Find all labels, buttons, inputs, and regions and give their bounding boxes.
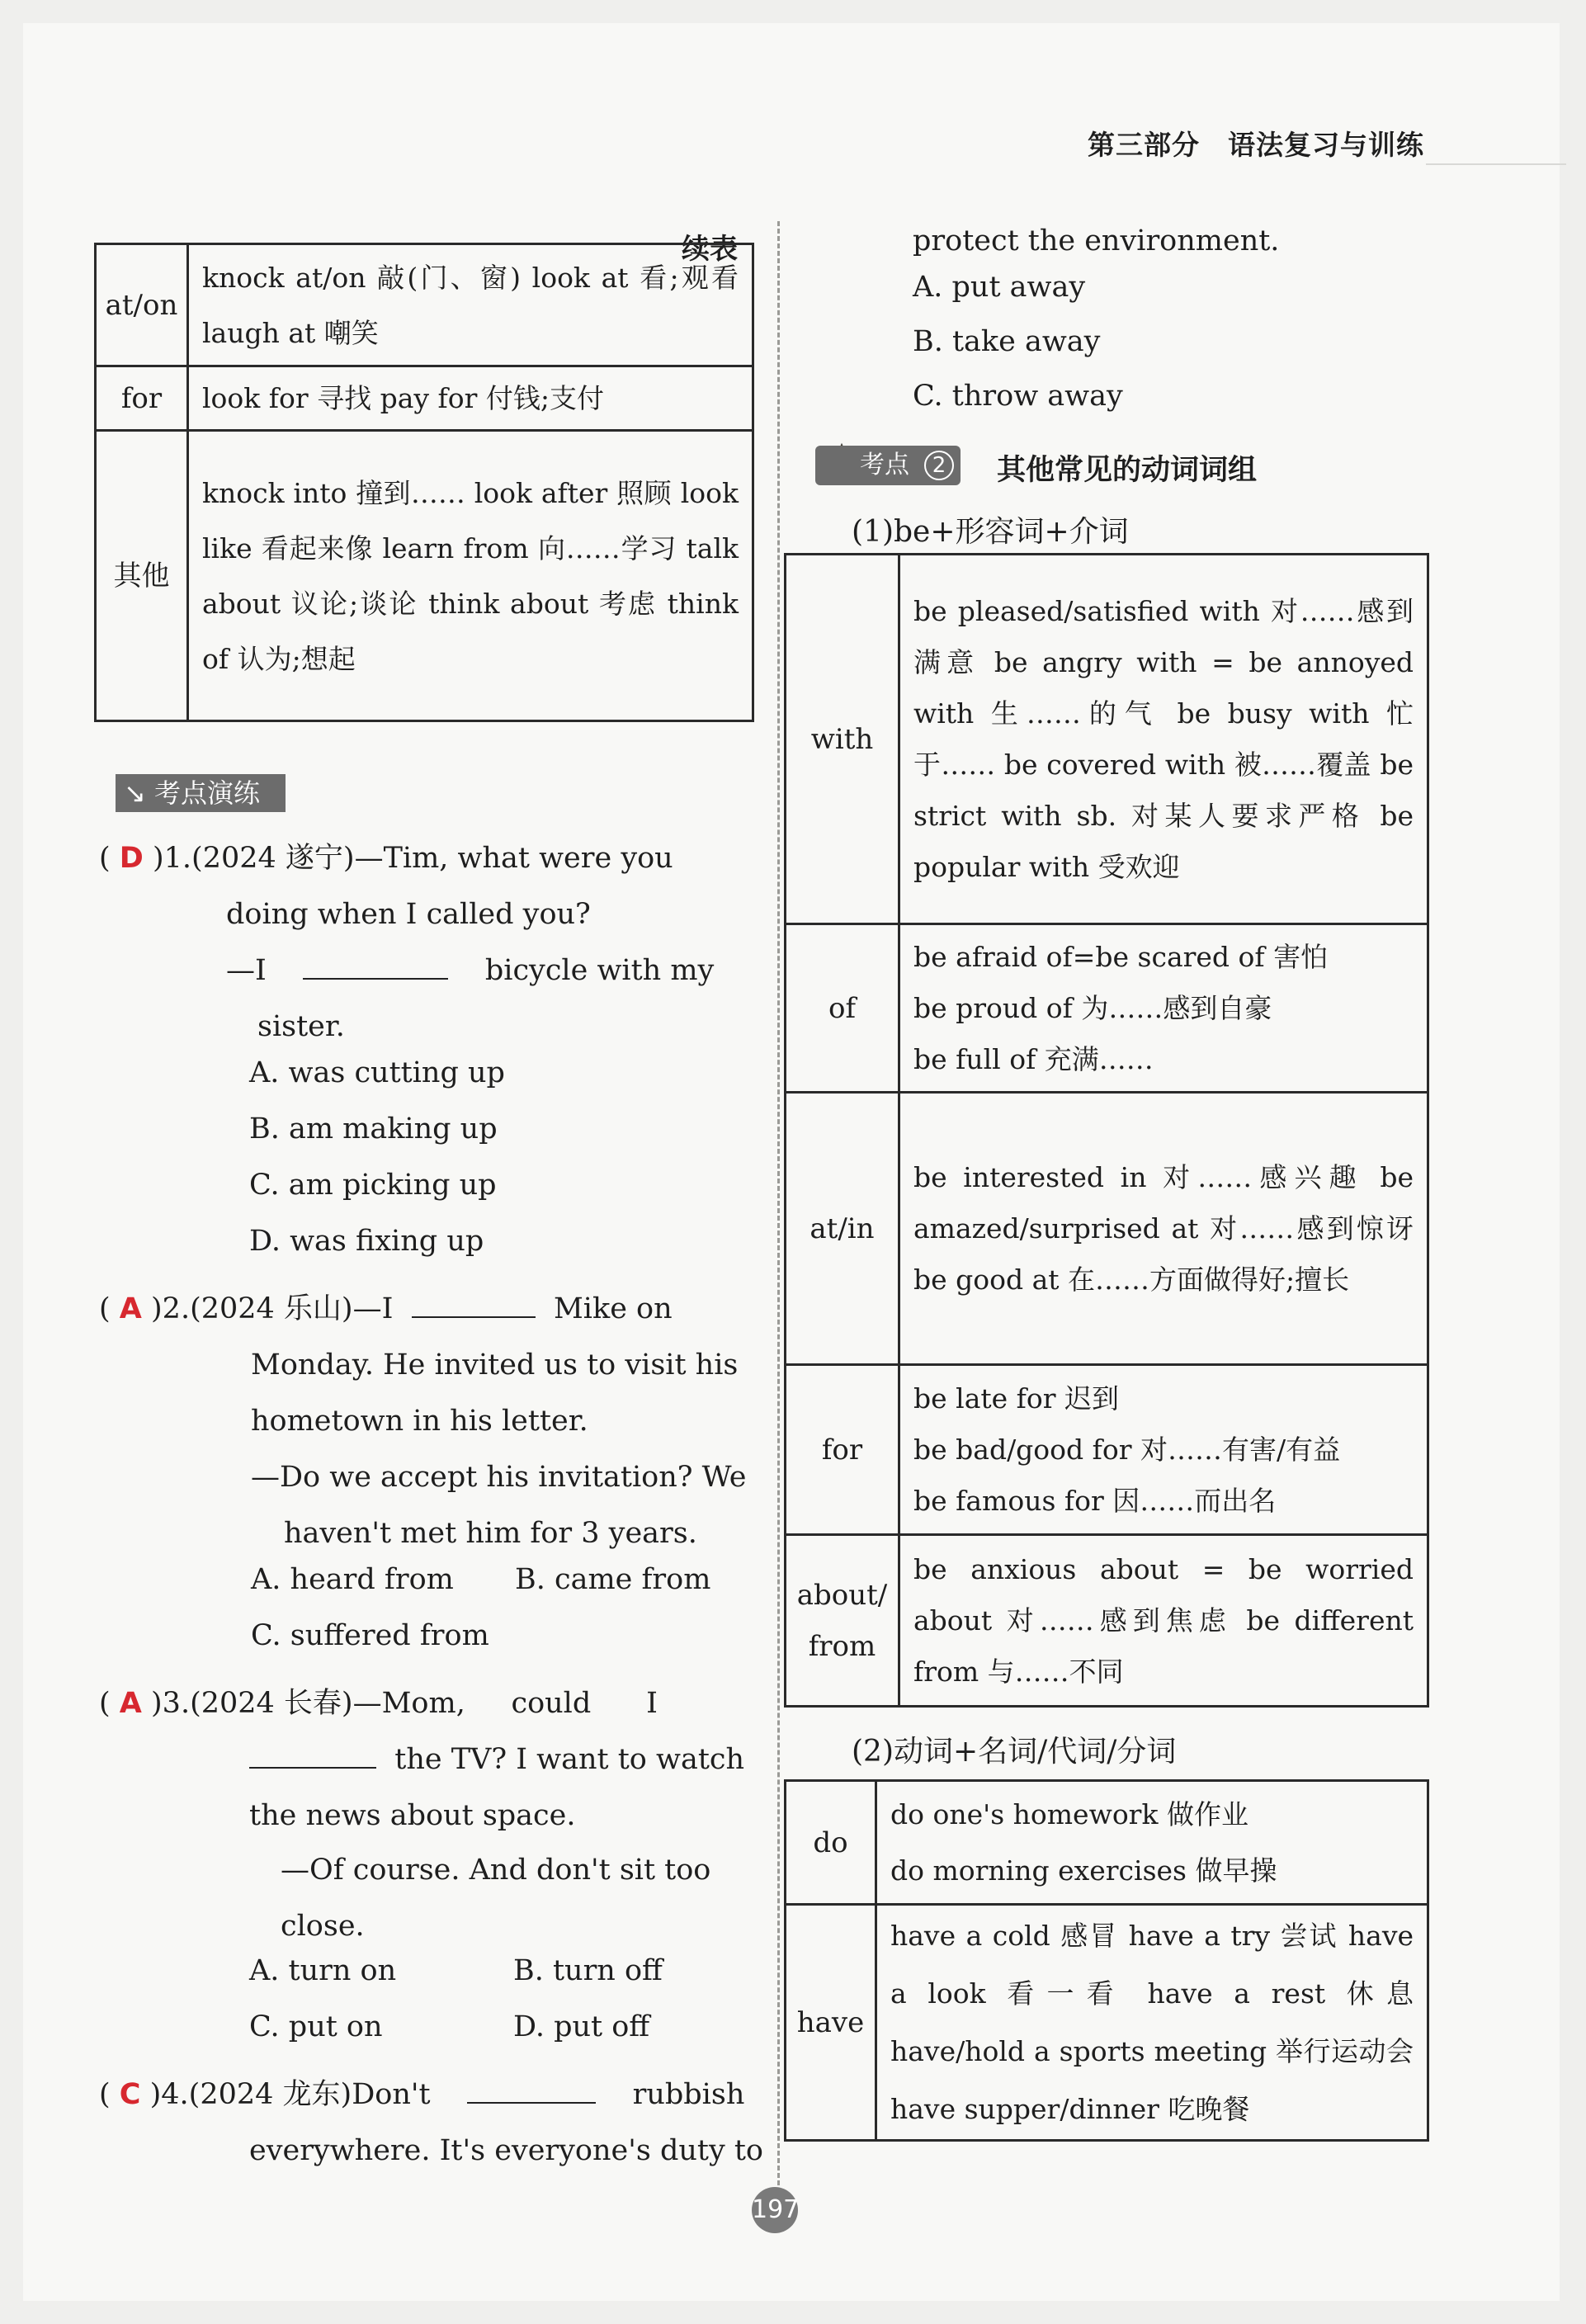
option: A. was cutting up (249, 1056, 505, 1089)
table-row (786, 1781, 1428, 1905)
phrase-line: be proud of 为……感到自豪 (913, 991, 1272, 1024)
option: A. put away (913, 271, 1086, 304)
question-1: ( D )1.(2024 遂宁)—Tim, what were you (99, 842, 673, 875)
question-2: ( A )2.(2024 乐山)—I Mike on (99, 1281, 759, 1337)
question-3: ( A )3.(2024 长春)—Mom, could I (99, 1687, 658, 1720)
be-adj-prep-table (784, 553, 1429, 1708)
phrase-line: be full of 充满…… (913, 1042, 1154, 1075)
question-text: —Of course. And don't sit too (281, 1854, 711, 1887)
option: B. turn off (513, 1954, 663, 1987)
question-text: sister. (257, 1010, 345, 1043)
table-value (876, 1781, 1428, 1905)
option: A. turn on (249, 1954, 397, 1987)
phrase-line: do one's homework 做作业 (890, 1797, 1249, 1830)
table-key: for (96, 366, 188, 431)
table-key: at/in (786, 1093, 899, 1365)
question-text: haven't met him for 3 years. (284, 1517, 697, 1550)
table-key: about/ from (786, 1535, 899, 1707)
table-row (786, 1365, 1428, 1535)
option: B. am making up (249, 1112, 498, 1145)
table-value: be anxious about = be worried about 对……感到焦虑 be different from 与……不同 (899, 1535, 1428, 1707)
answer-blank[interactable] (467, 2071, 596, 2104)
table-key: 其他 (96, 431, 188, 721)
question-text: everywhere. It's everyone's duty to (249, 2134, 763, 2167)
phrase-line: be bad/good for 对……有害/有益 (913, 1433, 1341, 1466)
table-row (786, 924, 1428, 1093)
table-value: look for 寻找 pay for 付钱;支付 (188, 366, 753, 431)
question-text: protect the environment. (913, 224, 1280, 257)
table-key: for (786, 1365, 899, 1535)
table-value (899, 1365, 1428, 1535)
phrase-line: be famous for 因……而出名 (913, 1484, 1277, 1517)
arrow-icon: ↘ (124, 777, 146, 809)
phrase-line: do morning exercises 做早操 (890, 1854, 1277, 1887)
option: D. put off (513, 2010, 650, 2043)
left-phrase-table (94, 243, 754, 722)
table-value: have a cold 感冒 have a try 尝试 have a look 看一看 have a rest 休息 have/hold a sports meeting 举行运动会 have supper/dinner 吃晚餐 (876, 1905, 1428, 2141)
answer-blank[interactable] (412, 1285, 536, 1318)
table-row (96, 431, 753, 721)
question-text: the news about space. (249, 1799, 576, 1832)
section-title: 第三部分 语法复习与训练 (1088, 129, 1424, 161)
phrase-line: be late for 迟到 (913, 1382, 1119, 1415)
table-row (786, 1535, 1428, 1707)
subsection-heading: (1)be+形容词+介词 (852, 515, 1129, 549)
question-4: ( C )4.(2024 龙东)Don't rubbish (99, 2067, 759, 2123)
exercise-section-tag (116, 774, 286, 812)
phrase-line: be afraid of=be scared of 害怕 (913, 940, 1329, 973)
option: D. was fixing up (249, 1225, 484, 1258)
answer-blank[interactable] (303, 947, 448, 980)
answer-mark: A (119, 1687, 142, 1720)
answer-mark: D (119, 842, 144, 875)
table-value: be interested in 对……感兴趣 be amazed/surprised at 对……感到惊讶 be good at 在……方面做得好;擅长 (899, 1093, 1428, 1365)
page-number: 197 (752, 2187, 798, 2233)
question-text: —I bicycle with my (226, 942, 749, 999)
table-key: at/on (96, 244, 188, 366)
option: B. came from (515, 1563, 711, 1596)
kaodian-badge: 考点 (815, 446, 961, 485)
table-value: knock into 撞到…… look after 照顾 look like 看起来像 learn from 向……学习 talk about 议论;谈论 think about 考虑 think of 认为;想起 (188, 431, 753, 721)
page (23, 23, 1560, 2301)
subsection-heading: (2)动词+名词/代词/分词 (852, 1735, 1177, 1769)
option: B. take away (913, 325, 1101, 358)
table-value: be pleased/satisfied with 对……感到满意 be angry with = be annoyed with 生……的气 be busy with 忙于…… be covered with 被……覆盖 be strict with sb. 对某人要求严格 be popular with 受欢迎 (899, 555, 1428, 924)
option: C. throw away (913, 380, 1123, 413)
table-row (786, 1093, 1428, 1365)
kaodian-title: 其他常见的动词词组 (997, 454, 1258, 487)
question-text: the TV? I want to watch (249, 1731, 744, 1788)
option: A. heard from (251, 1563, 454, 1596)
table-row (786, 1905, 1428, 2141)
table-key: do (786, 1781, 876, 1905)
table-key: with (786, 555, 899, 924)
table-value (899, 924, 1428, 1093)
answer-blank[interactable] (249, 1736, 376, 1769)
question-text: close. (281, 1910, 365, 1943)
option: C. am picking up (249, 1169, 497, 1202)
question-text: hometown in his letter. (251, 1405, 588, 1438)
table-value: knock at/on 敲(门、窗) look at 看;观看 laugh at 嘲笑 (188, 244, 753, 366)
table-key: have (786, 1905, 876, 2141)
option: C. suffered from (251, 1619, 489, 1652)
answer-mark: A (119, 1292, 142, 1325)
question-text: —Do we accept his invitation? We (251, 1461, 747, 1494)
kaodian-number: 2 (924, 451, 954, 480)
option: C. put on (249, 2010, 383, 2043)
table-row (786, 555, 1428, 924)
column-divider (777, 221, 780, 2185)
table-key: of (786, 924, 899, 1093)
header-decoration (1426, 116, 1566, 165)
exercise-section-label: 考点演练 (153, 777, 260, 809)
continued-label: 续表 (682, 233, 738, 266)
answer-mark: C (119, 2078, 141, 2111)
question-text: Monday. He invited us to visit his (251, 1349, 739, 1382)
table-row (96, 366, 753, 431)
verb-noun-table (784, 1779, 1429, 2142)
question-text: doing when I called you? (226, 898, 591, 931)
table-row (96, 244, 753, 366)
